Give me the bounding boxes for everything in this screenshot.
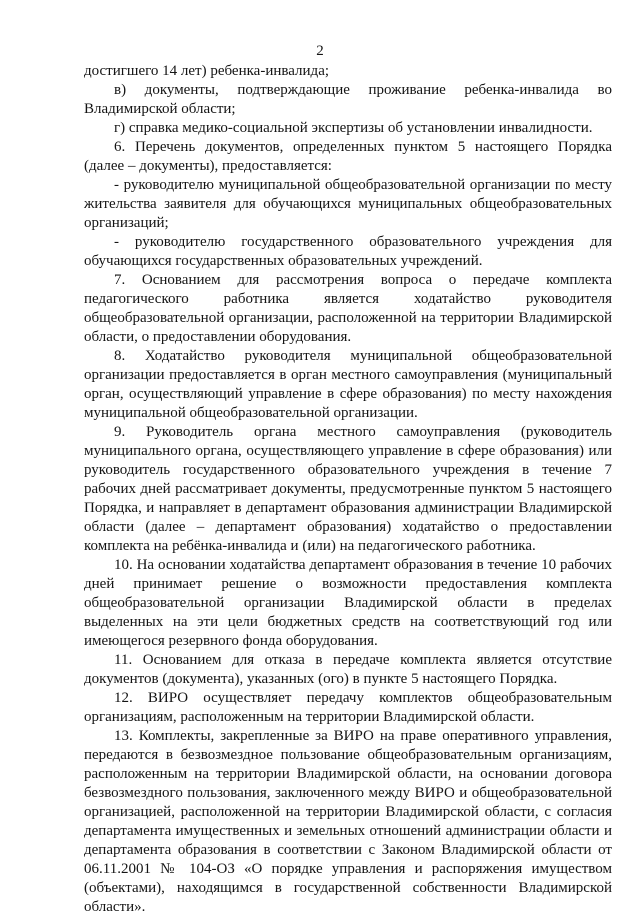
paragraph-11: 11. Основанием для отказа в передаче комплекта является отсутствие документов (документа), указанных (ого) в пункте 5 настоящего Порядка. [84, 652, 612, 687]
page-number: 2 [316, 43, 324, 59]
paragraph-6-bullet-municipal: - руководителю муниципальной общеобразовательной организации по месту жительства заявителя для обучающихся муниципальных общеобразовательных организаций; [84, 177, 612, 231]
paragraph-10: 10. На основании ходатайства департамент образования в течение 10 рабочих дней принимает решение о возможности предоставления комплекта общеобразовательной организации Владимирской области в пределах выделенных на эти цели бюджетных средств на соответствующий год или имеющегося резервного фонда оборудования. [84, 557, 612, 649]
paragraph-13: 13. Комплекты, закрепленные за ВИРО на праве оперативного управления, передаются в безвозмездное пользование общеобразовательным организациям, расположенным на территории Владимирской области, на основании договора безвозмездного пользования, заключенного между ВИРО и общеобразовательной организацией, расположенной на территории Владимирской области, с согласия департамента имущественных и земельных отношений администрации области и департамента образования в соответствии с Законом Владимирской области от 06.11.2001 № 104-ОЗ «О порядке управления и распоряжения имуществом (объектами), находящимся в государственной собственности Владимирской области». [84, 728, 612, 915]
document-body [84, 62, 612, 917]
paragraph-7: 7. Основанием для рассмотрения вопроса о передаче комплекта педагогического работника является ходатайство руководителя общеобразовательной организации, расположенной на территории Владимирской области, о предоставлении оборудования. [84, 272, 612, 345]
paragraph-item-v: в) документы, подтверждающие проживание ребенка-инвалида во Владимирской области; [84, 82, 612, 117]
paragraph-6: 6. Перечень документов, определенных пунктом 5 настоящего Порядка (далее – документы), предоставляется: [84, 139, 612, 174]
paragraph-item-g: г) справка медико-социальной экспертизы об установлении инвалидности. [114, 120, 593, 136]
paragraph-continuation: достигшего 14 лет) ребенка-инвалида; [84, 63, 330, 79]
paragraph-8: 8. Ходатайство руководителя муниципальной общеобразовательной организации предоставляется в орган местного самоуправления (муниципальный орган, осуществляющий управление в сфере образования) по месту нахождения муниципальной общеобразовательной организации. [84, 348, 612, 421]
paragraph-6-bullet-state: - руководителю государственного образовательного учреждения для обучающихся государственных образовательных учреждений. [84, 234, 612, 269]
paragraph-12: 12. ВИРО осуществляет передачу комплектов общеобразовательным организациям, расположенным на территории Владимирской области. [84, 690, 612, 725]
paragraph-9: 9. Руководитель органа местного самоуправления (руководитель муниципального органа, осуществляющего управление в сфере образования) или руководитель государственного образовательного учреждения в течение 7 рабочих дней рассматривает документы, предусмотренные пунктом 5 настоящего Порядка, и направляет в департамент образования администрации Владимирской области (далее – департамент образования) ходатайство о предоставлении комплекта на ребёнка-инвалида и (или) на педагогического работника. [84, 424, 612, 554]
